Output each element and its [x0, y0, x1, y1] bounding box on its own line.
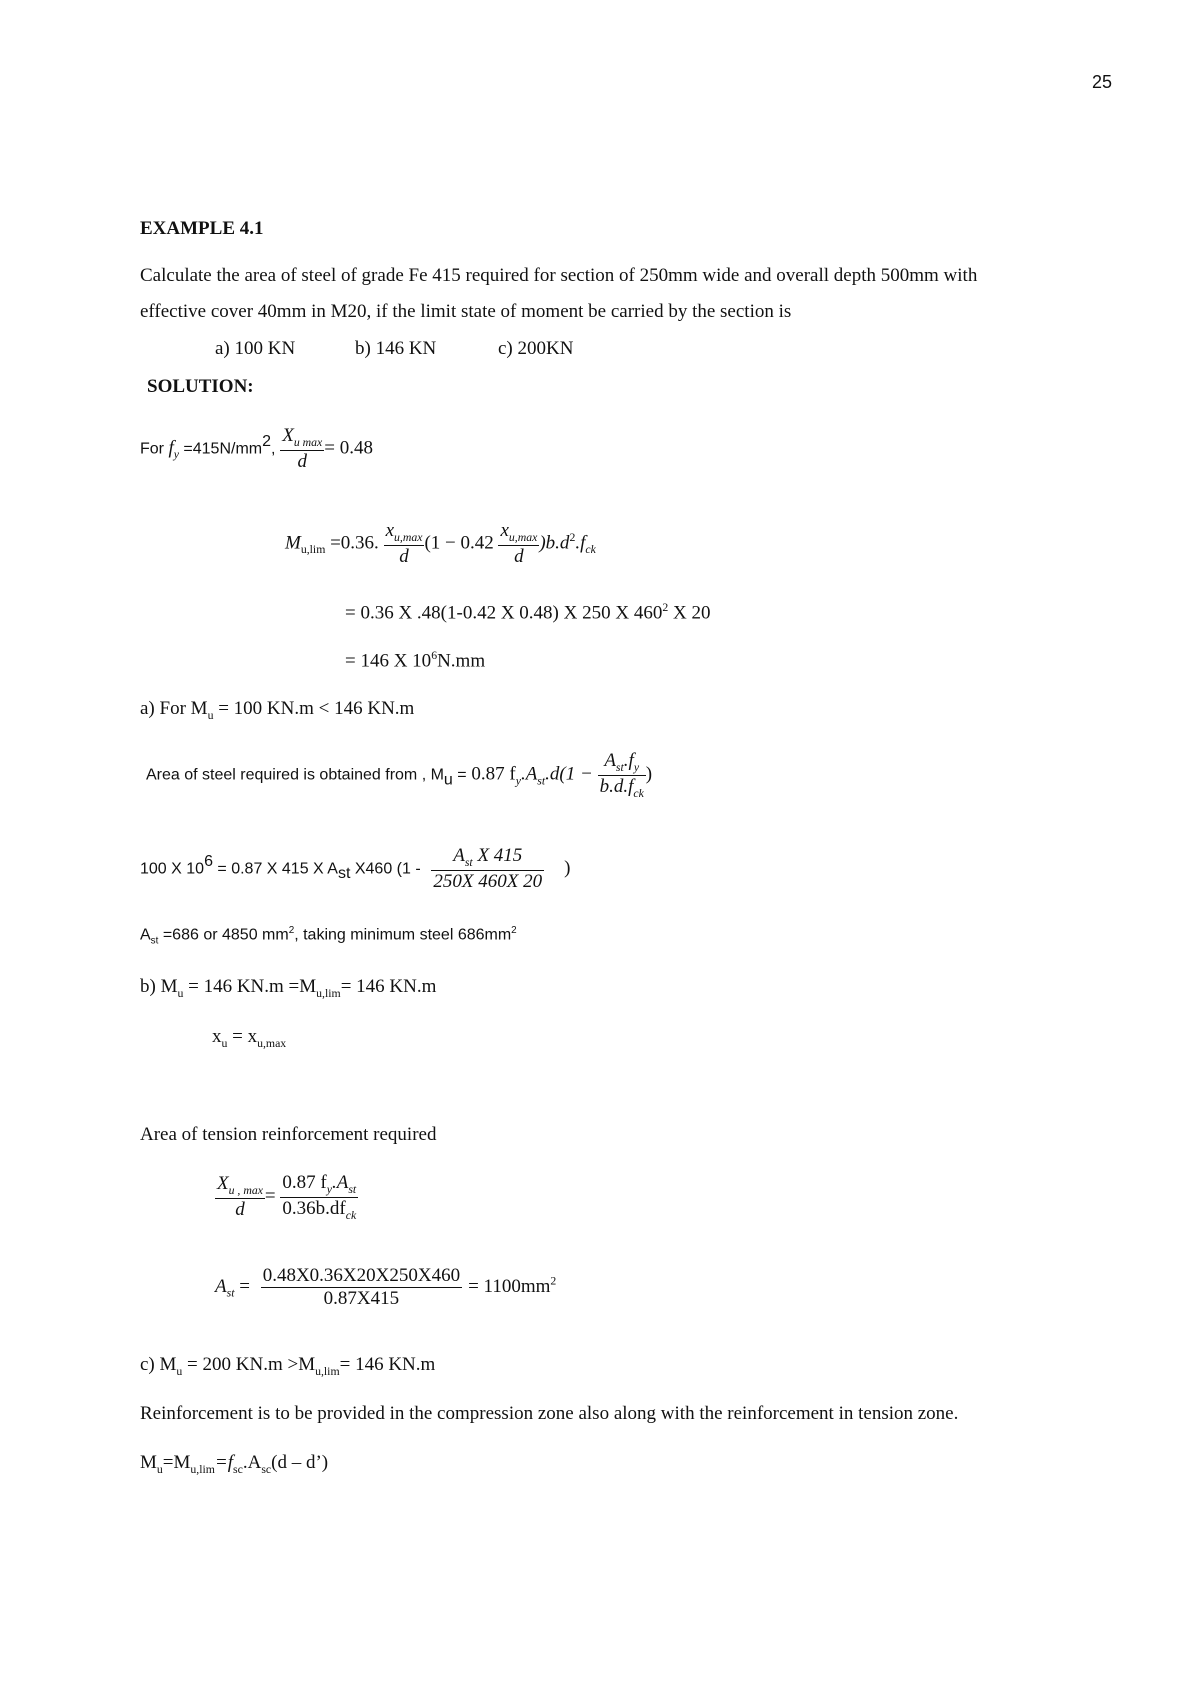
ast-frac-den: 0.87X415: [323, 1288, 400, 1309]
step-fy-line: [140, 425, 373, 473]
result-a-sup2: 2: [511, 925, 517, 936]
part-c-post: = 146 KN.m: [339, 1354, 436, 1375]
xu-mid: = x: [227, 1026, 258, 1047]
eq-a-pre: 100 X 10: [140, 860, 205, 878]
part-c-line: [140, 1354, 435, 1379]
ratio-rhs-num2-sub: st: [348, 1182, 357, 1196]
xu-pre: x: [212, 1026, 222, 1047]
fy-symbol: f: [168, 437, 174, 459]
xu-max-over-d-fraction: [280, 425, 324, 473]
eq-a-sup: 6: [204, 852, 213, 870]
mulim-line2-post: X 20: [668, 602, 711, 624]
result-a-sub: st: [150, 935, 159, 947]
step-fy-prefix: For: [140, 440, 169, 458]
option-a: a) 100 KN: [215, 338, 296, 359]
ratio-equation: [215, 1172, 358, 1223]
fy-value: =415N/mm: [178, 440, 263, 458]
part-b-pre: b) M: [140, 976, 178, 997]
part-b-sub: u: [177, 986, 184, 1000]
ratio-value: = 0.48: [324, 437, 373, 459]
ratio-lhs-num-sub: u , max: [228, 1184, 263, 1198]
area-expr-sub: y: [515, 774, 521, 788]
area-frac-den: b.d.f: [599, 775, 634, 797]
eq-a-mid-sub: st: [337, 865, 351, 883]
ast-lhs-sub: st: [226, 1286, 235, 1300]
xu-mid-sub: u,max: [257, 1036, 287, 1050]
ratio-rhs-num-sub: y: [326, 1182, 332, 1196]
final-mid: =M: [162, 1452, 191, 1473]
fraction-numerator-sub: u max: [293, 435, 323, 449]
eq-a-frac-den: 250X 460X 20: [433, 870, 543, 892]
area-formula-line: [146, 750, 652, 801]
ratio-rhs-num: 0.87 f: [282, 1172, 327, 1193]
ast-eq-sign: =: [234, 1275, 250, 1297]
mulim-lhs: M: [285, 532, 301, 554]
ast-rhs: = 1100mm: [468, 1275, 551, 1297]
fraction-denominator: d: [297, 450, 307, 472]
final-mid-sub: u,lim: [190, 1462, 215, 1476]
ratio-eq-sign: =: [264, 1185, 276, 1207]
ratio-lhs-num: X: [217, 1173, 229, 1195]
mulim-fraction-2: [498, 520, 539, 568]
mulim-tail: )b.d: [539, 532, 570, 554]
ratio-rhs-den: 0.36b.df: [282, 1197, 346, 1219]
problem-line-1: Calculate the area of steel of grade Fe 415 required for section of 250mm wide and overall depth 500mm with: [140, 265, 978, 286]
part-b-post: = 146 KN.m: [340, 976, 437, 997]
mulim-tail2-sub: ck: [585, 543, 596, 557]
tension-heading: Area of tension reinforcement required: [140, 1124, 437, 1145]
mulim-fraction-1: [384, 520, 425, 568]
part-a-line: [140, 698, 414, 723]
eq-a-frac-num2: X 415: [472, 845, 523, 866]
xu-line: [212, 1026, 286, 1051]
fraction-numerator: X: [282, 425, 294, 446]
ast-rhs-sup: 2: [550, 1274, 557, 1288]
result-a-sup: 2: [288, 925, 295, 936]
part-b-mid-sub: u,lim: [316, 986, 341, 1000]
equation-a-line: [140, 845, 570, 893]
final-sub: u: [156, 1462, 163, 1476]
result-a-line: [140, 925, 517, 947]
option-c: c) 200KN: [498, 338, 574, 359]
final-mid2-sub: sc: [233, 1462, 243, 1476]
mulim-line-2: [345, 601, 710, 624]
fy-comma: ,: [271, 440, 276, 458]
ratio-lhs-fraction: [215, 1173, 265, 1221]
example-title: EXAMPLE 4.1: [140, 218, 264, 239]
area-expr2: .A: [520, 763, 538, 785]
part-a-post: = 100 KN.m < 146 KN.m: [213, 698, 415, 719]
ast-lhs: A: [215, 1275, 227, 1297]
frac2-num: x: [500, 520, 509, 541]
ast-frac-num: 0.48X0.36X20X250X460: [262, 1265, 461, 1286]
mulim-line3-post: N.mm: [437, 650, 486, 672]
eq-a-close: ): [564, 857, 571, 879]
mulim-line3-pre: = 146 X 10: [345, 650, 432, 672]
eq-a-frac-num: A: [453, 845, 465, 866]
area-formula-label: Area of steel required is obtained from , M: [146, 766, 444, 784]
ratio-rhs-fraction: [280, 1172, 358, 1223]
result-a-pre: A: [140, 926, 151, 944]
part-c-sub: u: [176, 1364, 183, 1378]
final-mid3: .A: [242, 1452, 262, 1473]
frac1-den: d: [399, 545, 409, 567]
ast-fraction: [261, 1265, 462, 1310]
final-equation: [140, 1452, 328, 1477]
option-b: b) 146 KN: [355, 338, 437, 359]
result-a-mid2: , taking minimum steel 686mm: [294, 926, 512, 944]
mulim-lhs-sub: u,lim: [300, 543, 326, 557]
problem-line-2: effective cover 40mm in M20, if the limit state of moment be carried by the section is: [140, 301, 792, 322]
result-a-mid: =686 or 4850 mm: [158, 926, 289, 944]
solution-heading: SOLUTION:: [147, 376, 254, 397]
area-frac-num2-sub: y: [633, 760, 640, 774]
eq-a-frac-num-sub: st: [464, 855, 473, 869]
area-formula-label-sub: u: [443, 771, 453, 789]
ast-equation: [215, 1265, 556, 1310]
compression-text: Reinforcement is to be provided in the compression zone also along with the reinforcement in tension zone.: [140, 1403, 959, 1424]
ratio-lhs-den: d: [235, 1199, 245, 1221]
mulim-line-3: [345, 649, 485, 672]
part-c-mid: = 200 KN.m >M: [182, 1354, 316, 1375]
frac2-den: d: [514, 545, 524, 567]
fy-unit-sup: 2: [262, 432, 272, 450]
part-c-mid-sub: u,lim: [315, 1364, 340, 1378]
mulim-line2-pre: = 0.36 X .48(1-0.42 X 0.48) X 250 X 460: [345, 602, 663, 624]
final-mid2: =f: [214, 1452, 234, 1473]
ratio-rhs-den-sub: ck: [345, 1208, 357, 1222]
frac2-num-sub: u,max: [508, 530, 538, 544]
area-expr: 0.87 f: [471, 763, 516, 785]
area-frac-num2: .f: [623, 750, 634, 771]
final-mid3-sub: sc: [261, 1462, 272, 1476]
mulim-eq: =0.36.: [325, 532, 379, 554]
part-b-line: [140, 976, 436, 1001]
equation-a-fraction: [431, 845, 544, 893]
mulim-formula: [285, 520, 596, 568]
mulim-mid: (1 − 0.42: [424, 532, 494, 554]
final-pre: M: [140, 1452, 157, 1473]
frac1-num: x: [385, 520, 394, 541]
frac1-num-sub: u,max: [394, 530, 423, 544]
eq-a-mid: = 0.87 X 415 X A: [212, 860, 338, 878]
area-formula-close: ): [645, 763, 653, 785]
area-frac-den-sub: ck: [633, 786, 644, 800]
xu-sub: u: [221, 1036, 228, 1050]
area-formula-eq: =: [452, 766, 467, 784]
eq-a-mid2: X460 (1 -: [350, 860, 421, 878]
area-expr2-sub: st: [537, 774, 546, 788]
final-post: (d – d’): [271, 1452, 329, 1473]
fy-sub: y: [173, 448, 179, 462]
mulim-tail2: .f: [575, 532, 586, 554]
part-a-pre: a) For M: [140, 698, 208, 719]
part-c-pre: c) M: [140, 1354, 177, 1375]
part-a-sub: u: [207, 708, 214, 722]
part-b-mid: = 146 KN.m =M: [183, 976, 317, 997]
page-number: 25: [1091, 72, 1112, 92]
area-frac-num-sub: st: [615, 760, 624, 774]
area-frac-num: A: [604, 750, 616, 771]
mulim-tail-sup: 2: [569, 530, 576, 544]
mulim-line3-sup: 6: [431, 649, 438, 662]
area-expr3: .d(1 −: [545, 763, 593, 785]
mulim-line2-sup: 2: [662, 601, 669, 614]
ratio-rhs-num2: .A: [331, 1172, 349, 1193]
area-formula-fraction: [598, 750, 646, 801]
